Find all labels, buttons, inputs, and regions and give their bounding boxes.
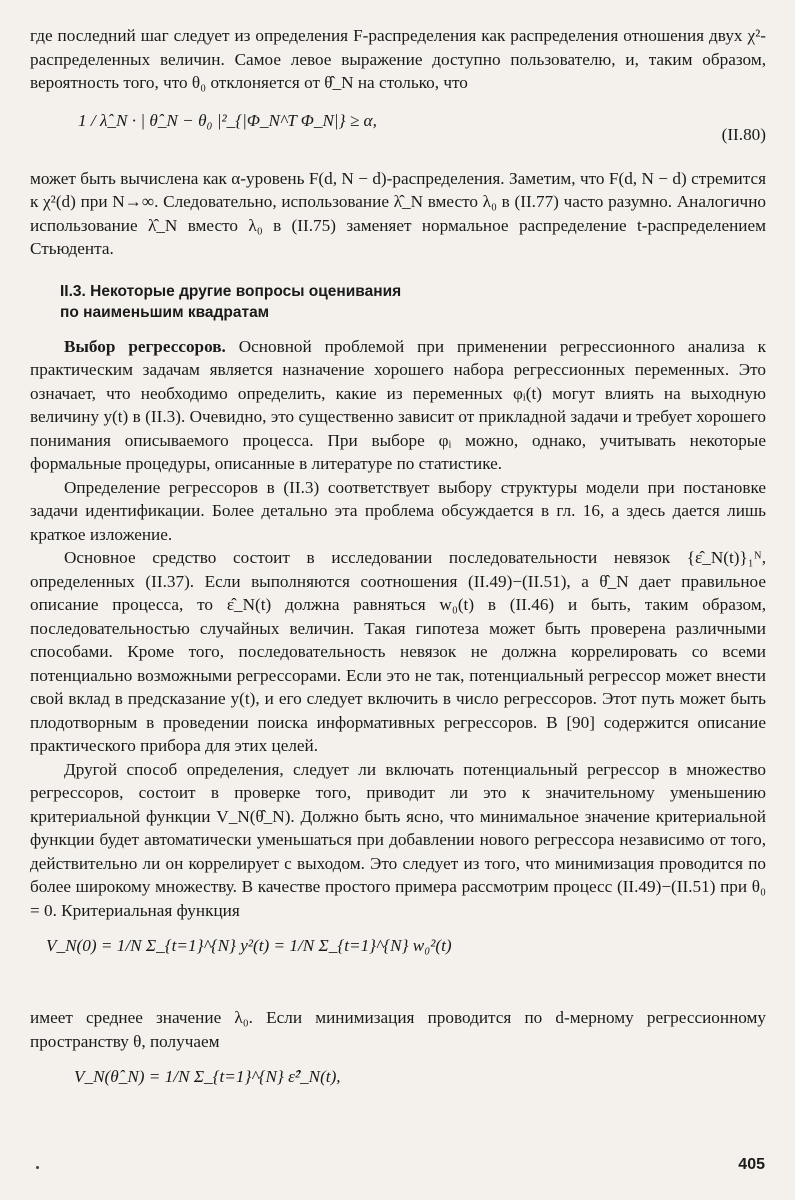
paragraph-7: имеет среднее значение λ₀. Если минимизация проводится по d-мерному регрессионному пространству θ, получаем: [30, 1008, 766, 1051]
page-speck: [36, 1166, 39, 1169]
page-number: 405: [738, 1156, 765, 1173]
paragraph-3-text: Основной проблемой при применении регрессионного анализа к практическим задачам является назначение хорошего набора регрессионных переменных. Это означает, что необходимо определить, какие из переменных φᵢ(t) могут влиять на выходную величину y(t) в (II.3). Очевидно, это существенно зависит от прикладной задачи и требует хорошего понимания описываемого процесса. При выборе φᵢ можно, однако, учитывать некоторые формальные процедуры, описанные в литературе по статистике.: [30, 336, 766, 473]
paragraph-5: Основное средство состоит в исследовании последовательности невязок {ε̂_N(t)}₁ᴺ, определенных (II.37). Если выполняются соотношения (II.49)−(II.51), а θ̂_N дает правильное описание процесса, то ε̂_N(t) должна равняться w₀(t) в (II.46) и быть, таким образом, последовательностью случайных величин. Такая гипотеза может быть проверена различными способами. Кроме того, последовательность невязок не должна коррелировать со всеми потенциально возможными регрессорами. Если это не так, потенциальный регрессор может внести свой вклад в предсказание y(t), и его следует включить в число регрессоров. Этот путь может быть плодотворным в проведении поиска информативных регрессоров. В [90] содержится описание практического прибора для этих целей.: [30, 548, 766, 755]
paragraph-1: где последний шаг следует из определения F-распределения как распределения отношения двух χ²-распределенных величин. Самое левое выражение доступно пользователю, и, таким образом, вероятность того, что θ₀ отклоняется от θ̂_N на столько, что: [30, 26, 766, 92]
equation-criterion-estimate: [30, 1063, 766, 1133]
equation-criterion-estimate-text: V_N(θ̂_N) = 1/N Σ_{t=1}^{N} ε̂²_N(t),: [74, 1067, 341, 1086]
section-heading-line-2: по наименьшим квадратам: [60, 303, 270, 321]
section-heading: [60, 281, 766, 323]
section-heading-line-1: II.3. Некоторые другие вопросы оценивания: [60, 282, 402, 300]
equation-criterion-zero: [30, 930, 766, 1000]
page-body: [30, 24, 766, 1133]
equation-II80: [30, 101, 766, 163]
equation-II80-lhs: 1 / λ̂_N · | θ̂_N − θ₀ |²_{|Φ_N^T Φ_N|} ≥ α,: [78, 110, 377, 130]
paragraph-4: Определение регрессоров в (II.3) соответствует выбору структуры модели при постановке задачи идентификации. Более детально эта проблема обсуждается в гл. 16, а здесь дается лишь краткое изложение.: [30, 477, 766, 544]
paragraph-6: Другой способ определения, следует ли включать потенциальный регрессор в множество регрессоров, состоит в проверке того, приводит ли это к значительному уменьшению критериальной функции V_N(θ̂_N). Должно быть ясно, что минимальное значение критериальной функции будет автоматически уменьшаться при добавлении нового регрессора независимо от того, действительно ли он коррелирует с выходом. Это следует из того, что минимизация проводится по более широкому множеству. В качестве простого примера рассмотрим процесс (II.49)−(II.51) при θ₀ = 0. Критериальная функция: [30, 759, 766, 920]
equation-number: (II.80): [721, 124, 766, 144]
paragraph-3: [30, 335, 766, 476]
run-in-heading: Выбор регрессоров.: [64, 336, 226, 356]
equation-criterion-zero-text: V_N(0) = 1/N Σ_{t=1}^{N} y²(t) = 1/N Σ_{t=1}^{N} w₀²(t): [46, 936, 452, 955]
paragraph-2: может быть вычислена как α-уровень F(d, N − d)-распределения. Заметим, что F(d, N − d) стремится к χ²(d) при N→∞. Следовательно, использование λ̂_N вместо λ₀ в (II.77) часто разумно. Аналогично использование λ̂_N вместо λ₀ в (II.75) заменяет нормальное распределение t-распределением Стьюдента.: [30, 168, 766, 258]
